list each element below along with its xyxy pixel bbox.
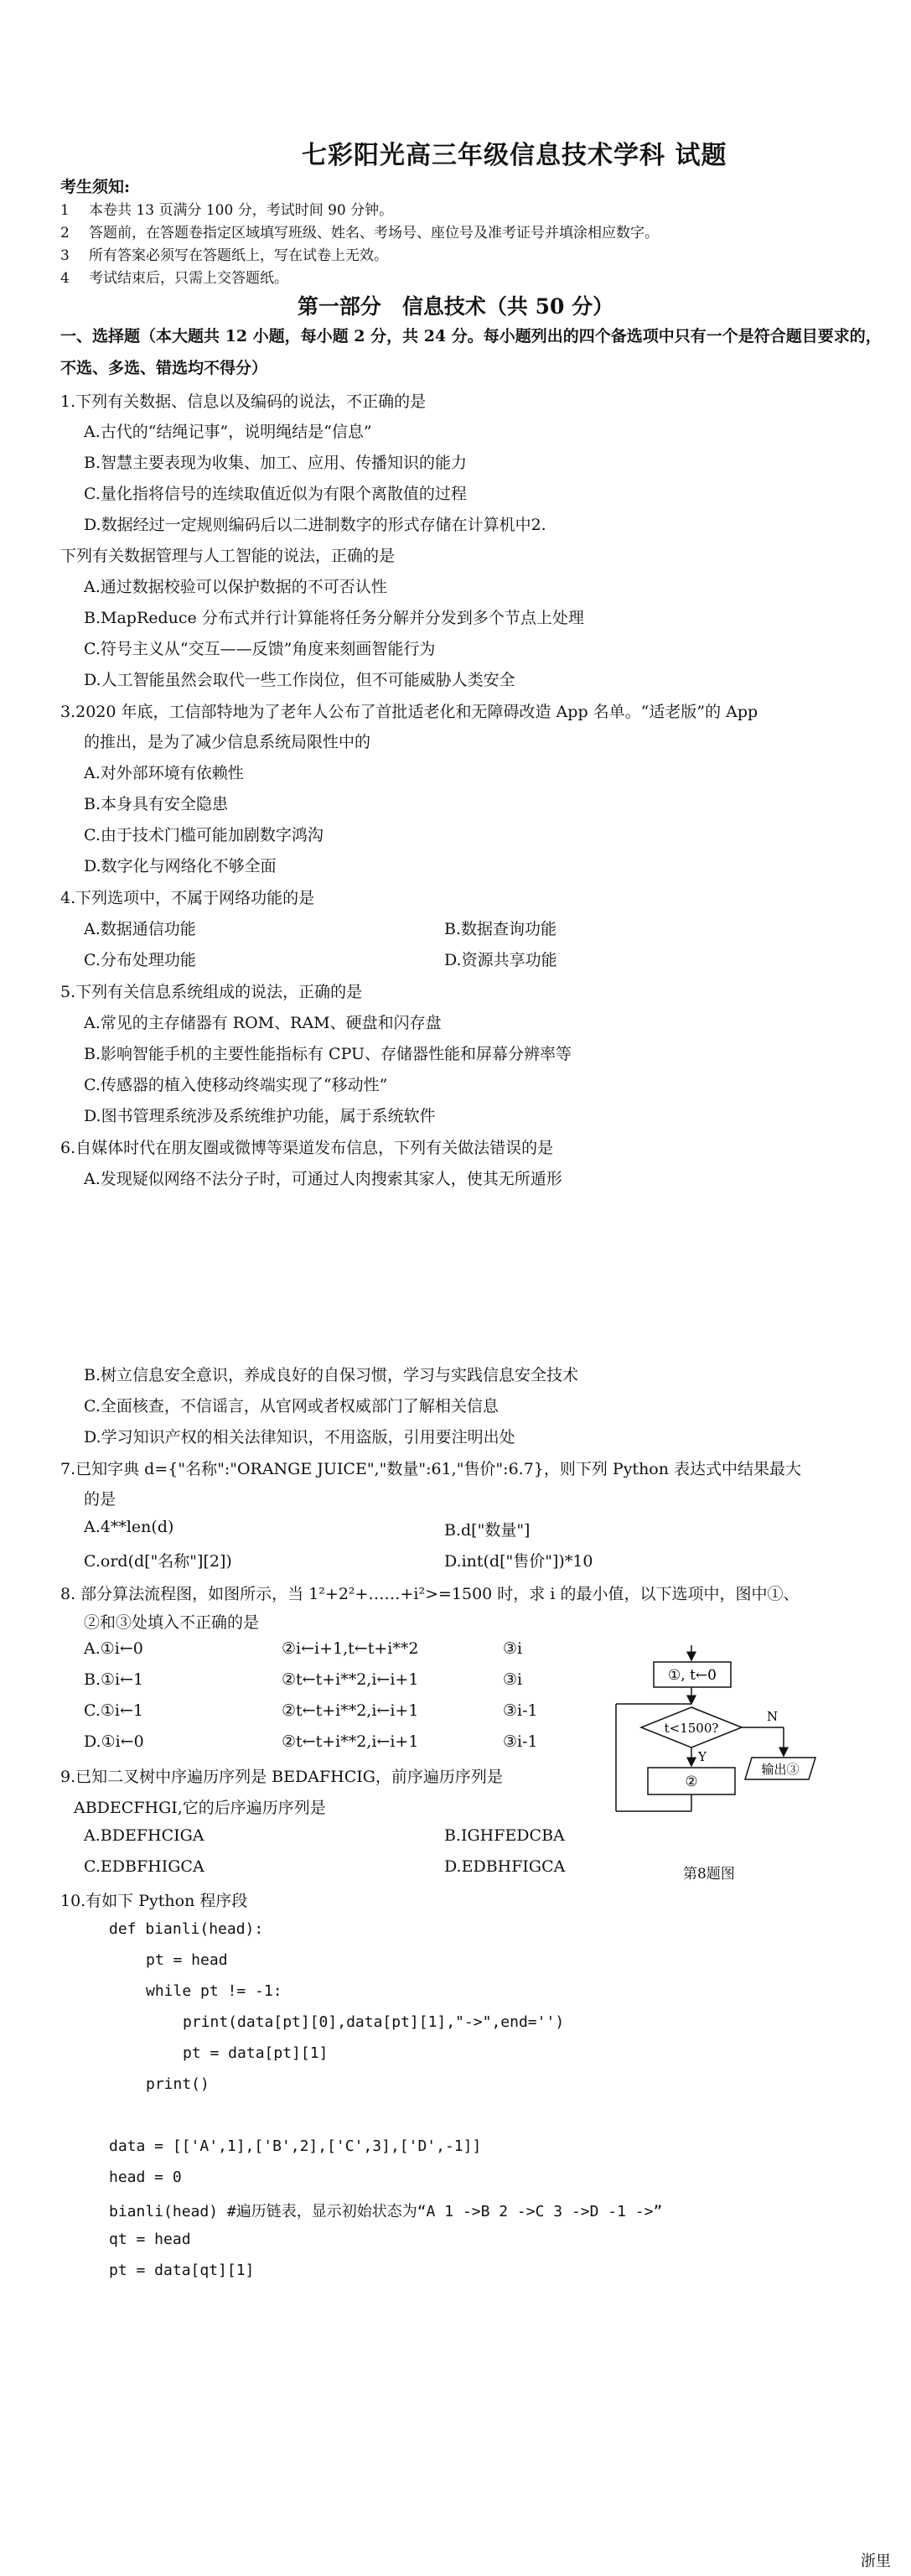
q3-stem-line2: 的推出，是为了减少信息系统局限性中的 [84,733,371,751]
q7-stem-line2: 的是 [84,1490,116,1509]
q7-option-d: D.int(d["售价"])*10 [444,1552,593,1571]
q7-stem-line1: 7.已知字典 d={"名称":"ORANGE JUICE","数量":61,"售价":6.7}，则下列 Python 表达式中结果最大 [60,1460,802,1478]
section-heading: 一、选择题（本大题共 12 小题，每小题 2 分，共 24 分。每小题列出的四个备选项中只有一个是符合题目要求的，不选、多选、错选均不得分） [60,327,882,377]
part-heading: 第一部分 信息技术（共 50 分） [297,294,614,319]
q2-option-b: B.MapReduce 分布式并行计算能将任务分解并分发到多个节点上处理 [84,609,584,627]
q8-option-c-col3: ③i-1 [503,1701,538,1720]
code-line: data = [['A',1],['B',2],['C',3],['D',-1]] [109,2137,482,2155]
code-line: pt = head [146,1951,228,1969]
q9-option-a: A.BDEFHCIGA [84,1826,204,1845]
q9-option-c: C.EDBFHIGCA [84,1857,204,1876]
q5-stem: 5.下列有关信息系统组成的说法，正确的是 [60,983,363,1001]
q9-stem-line2: ABDECFHGI,它的后序遍历序列是 [74,1799,326,1817]
note-text: 所有答案必须写在答题纸上，写在试卷上无效。 [89,247,388,264]
note-number: 2 [60,225,70,242]
q8-stem-line2: ②和③处填入不正确的是 [84,1613,260,1632]
code-line: head = 0 [109,2168,182,2186]
q8-flowchart [608,1644,826,1853]
q4-option-d: D.资源共享功能 [444,951,557,969]
q6-stem: 6.自媒体时代在朋友圈或微博等渠道发布信息，下列有关做法错误的是 [60,1139,554,1157]
q8-option-a-col2: ②i←i+1,t←t+i**2 [282,1639,419,1658]
q6-option-a: A.发现疑似网络不法分子时，可通过人肉搜索其家人，使其无所遁形 [84,1170,562,1188]
note-number: 4 [60,270,70,287]
q1-stem: 1.下列有关数据、信息以及编码的说法，不正确的是 [60,392,427,411]
q4-option-a: A.数据通信功能 [84,920,196,938]
q7-option-a: A.4**len(d) [84,1518,174,1536]
note-text: 本卷共 13 页满分 100 分，考试时间 90 分钟。 [89,202,394,219]
q8-option-b-col2: ②t←t+i**2,i←i+1 [282,1670,419,1689]
q4-stem: 4.下列选项中，不属于网络功能的是 [60,889,315,907]
q3-option-d: D.数字化与网络化不够全面 [84,857,277,875]
q2-option-d: D.人工智能虽然会取代一些工作岗位，但不可能威胁人类安全 [84,671,515,689]
q4-option-b: B.数据查询功能 [444,920,557,938]
q8-option-c-col1: C.①i←1 [84,1701,144,1720]
q6-option-d: D.学习知识产权的相关法律知识，不用盗版，引用要注明出处 [84,1428,515,1446]
q5-option-c: C.传感器的植入使移动终端实现了“移动性” [84,1076,388,1094]
note-item [60,266,288,287]
flow-output-text: 输出③ [761,1762,800,1777]
q9-stem-line1: 9.已知二叉树中序遍历序列是 BEDAFHCIG，前序遍历序列是 [60,1768,503,1786]
note-item [60,243,388,264]
notes-heading: 考生须知: [60,178,131,196]
q3-stem-line1: 3.2020 年底，工信部特地为了老年人公布了首批适老化和无障碍改造 App 名单。“适老版”的 App [60,703,758,721]
q8-option-d-col1: D.①i←0 [84,1732,144,1751]
q8-stem-line1: 8. 部分算法流程图，如图所示，当 1²+2²+……+i²>=1500 时，求 i 的最小值，以下选项中，图中①、 [60,1585,800,1603]
note-text: 答题前，在答题卷指定区域填写班级、姓名、考场号、座位号及准考证号并填涂相应数字。 [89,225,659,242]
q5-option-d: D.图书管理系统涉及系统维护功能，属于系统软件 [84,1107,436,1125]
q8-option-d-col2: ②t←t+i**2,i←i+1 [282,1732,419,1751]
q10-stem: 10.有如下 Python 程序段 [60,1892,248,1910]
q6-option-c: C.全面核查，不信谣言，从官网或者权威部门了解相关信息 [84,1397,499,1415]
q8-option-d-col3: ③i-1 [503,1732,538,1751]
q4-option-c: C.分布处理功能 [84,951,196,969]
flow-no-label: N [767,1709,779,1724]
page-footer: 浙里 [861,2553,891,2570]
q3-option-b: B.本身具有安全隐患 [84,795,229,813]
q1-option-a: A.古代的“结绳记事”，说明绳结是“信息” [84,423,372,441]
q5-option-b: B.影响智能手机的主要性能指标有 CPU、存储器性能和屏幕分辨率等 [84,1045,572,1063]
q1-option-d: D.数据经过一定规则编码后以二进制数字的形式存储在计算机中2. [84,516,546,534]
q7-option-c: C.ord(d["名称"][2]) [84,1552,232,1571]
q3-option-c: C.由于技术门槛可能加剧数字鸿沟 [84,826,324,844]
q9-option-b: B.IGHFEDCBA [444,1826,565,1845]
flow-cond-text: t<1500? [664,1721,719,1736]
q8-option-b-col3: ③i [503,1670,523,1689]
flow-yes-label: Y [698,1749,707,1764]
q7-option-b: B.d["数量"] [444,1521,531,1540]
note-text: 考试结束后，只需上交答题纸。 [89,270,288,287]
note-number: 1 [60,202,70,219]
q1-option-c: C.量化指将信号的连续取值近似为有限个离散值的过程 [84,485,467,503]
note-item [60,198,393,219]
q8-figure-caption: 第8题图 [683,1866,735,1883]
exam-title: 七彩阳光高三年级信息技术学科 试题 [302,141,727,170]
q5-option-a: A.常见的主存储器有 ROM、RAM、硬盘和闪存盘 [84,1014,442,1032]
q6-option-b: B.树立信息安全意识，养成良好的自保习惯，学习与实践信息安全技术 [84,1366,579,1384]
code-line: def bianli(head): [109,1920,264,1938]
q8-option-b-col1: B.①i←1 [84,1670,144,1689]
code-line: qt = head [109,2231,191,2248]
q8-option-a-col1: A.①i←0 [84,1639,143,1658]
code-line: while pt != -1: [146,1982,282,2000]
code-line: pt = data[pt][1] [183,2044,329,2062]
q2-stem: 下列有关数据管理与人工智能的说法，正确的是 [60,547,396,565]
q3-option-a: A.对外部环境有依赖性 [84,764,244,782]
flow-init-text: ①, t←0 [668,1667,717,1684]
code-line: pt = data[qt][1] [109,2262,255,2279]
note-number: 3 [60,247,70,264]
note-item [60,221,659,242]
code-line: bianli(head) #遍历链表，显示初始状态为“A 1 ->B 2 ->C 3 ->D -1 ->” [109,2203,663,2220]
flow-body-text: ② [685,1774,698,1790]
q8-option-a-col3: ③i [503,1639,523,1658]
code-line: print() [146,2075,210,2093]
q2-option-a: A.通过数据校验可以保护数据的不可否认性 [84,578,387,596]
q2-option-c: C.符号主义从“交互——反馈”角度来刻画智能行为 [84,640,436,658]
code-line: print(data[pt][0],data[pt][1],"->",end='') [183,2013,565,2031]
q9-option-d: D.EDBHFIGCA [444,1857,566,1876]
q1-option-b: B.智慧主要表现为收集、加工、应用、传播知识的能力 [84,454,468,472]
q8-option-c-col2: ②t←t+i**2,i←i+1 [282,1701,419,1720]
